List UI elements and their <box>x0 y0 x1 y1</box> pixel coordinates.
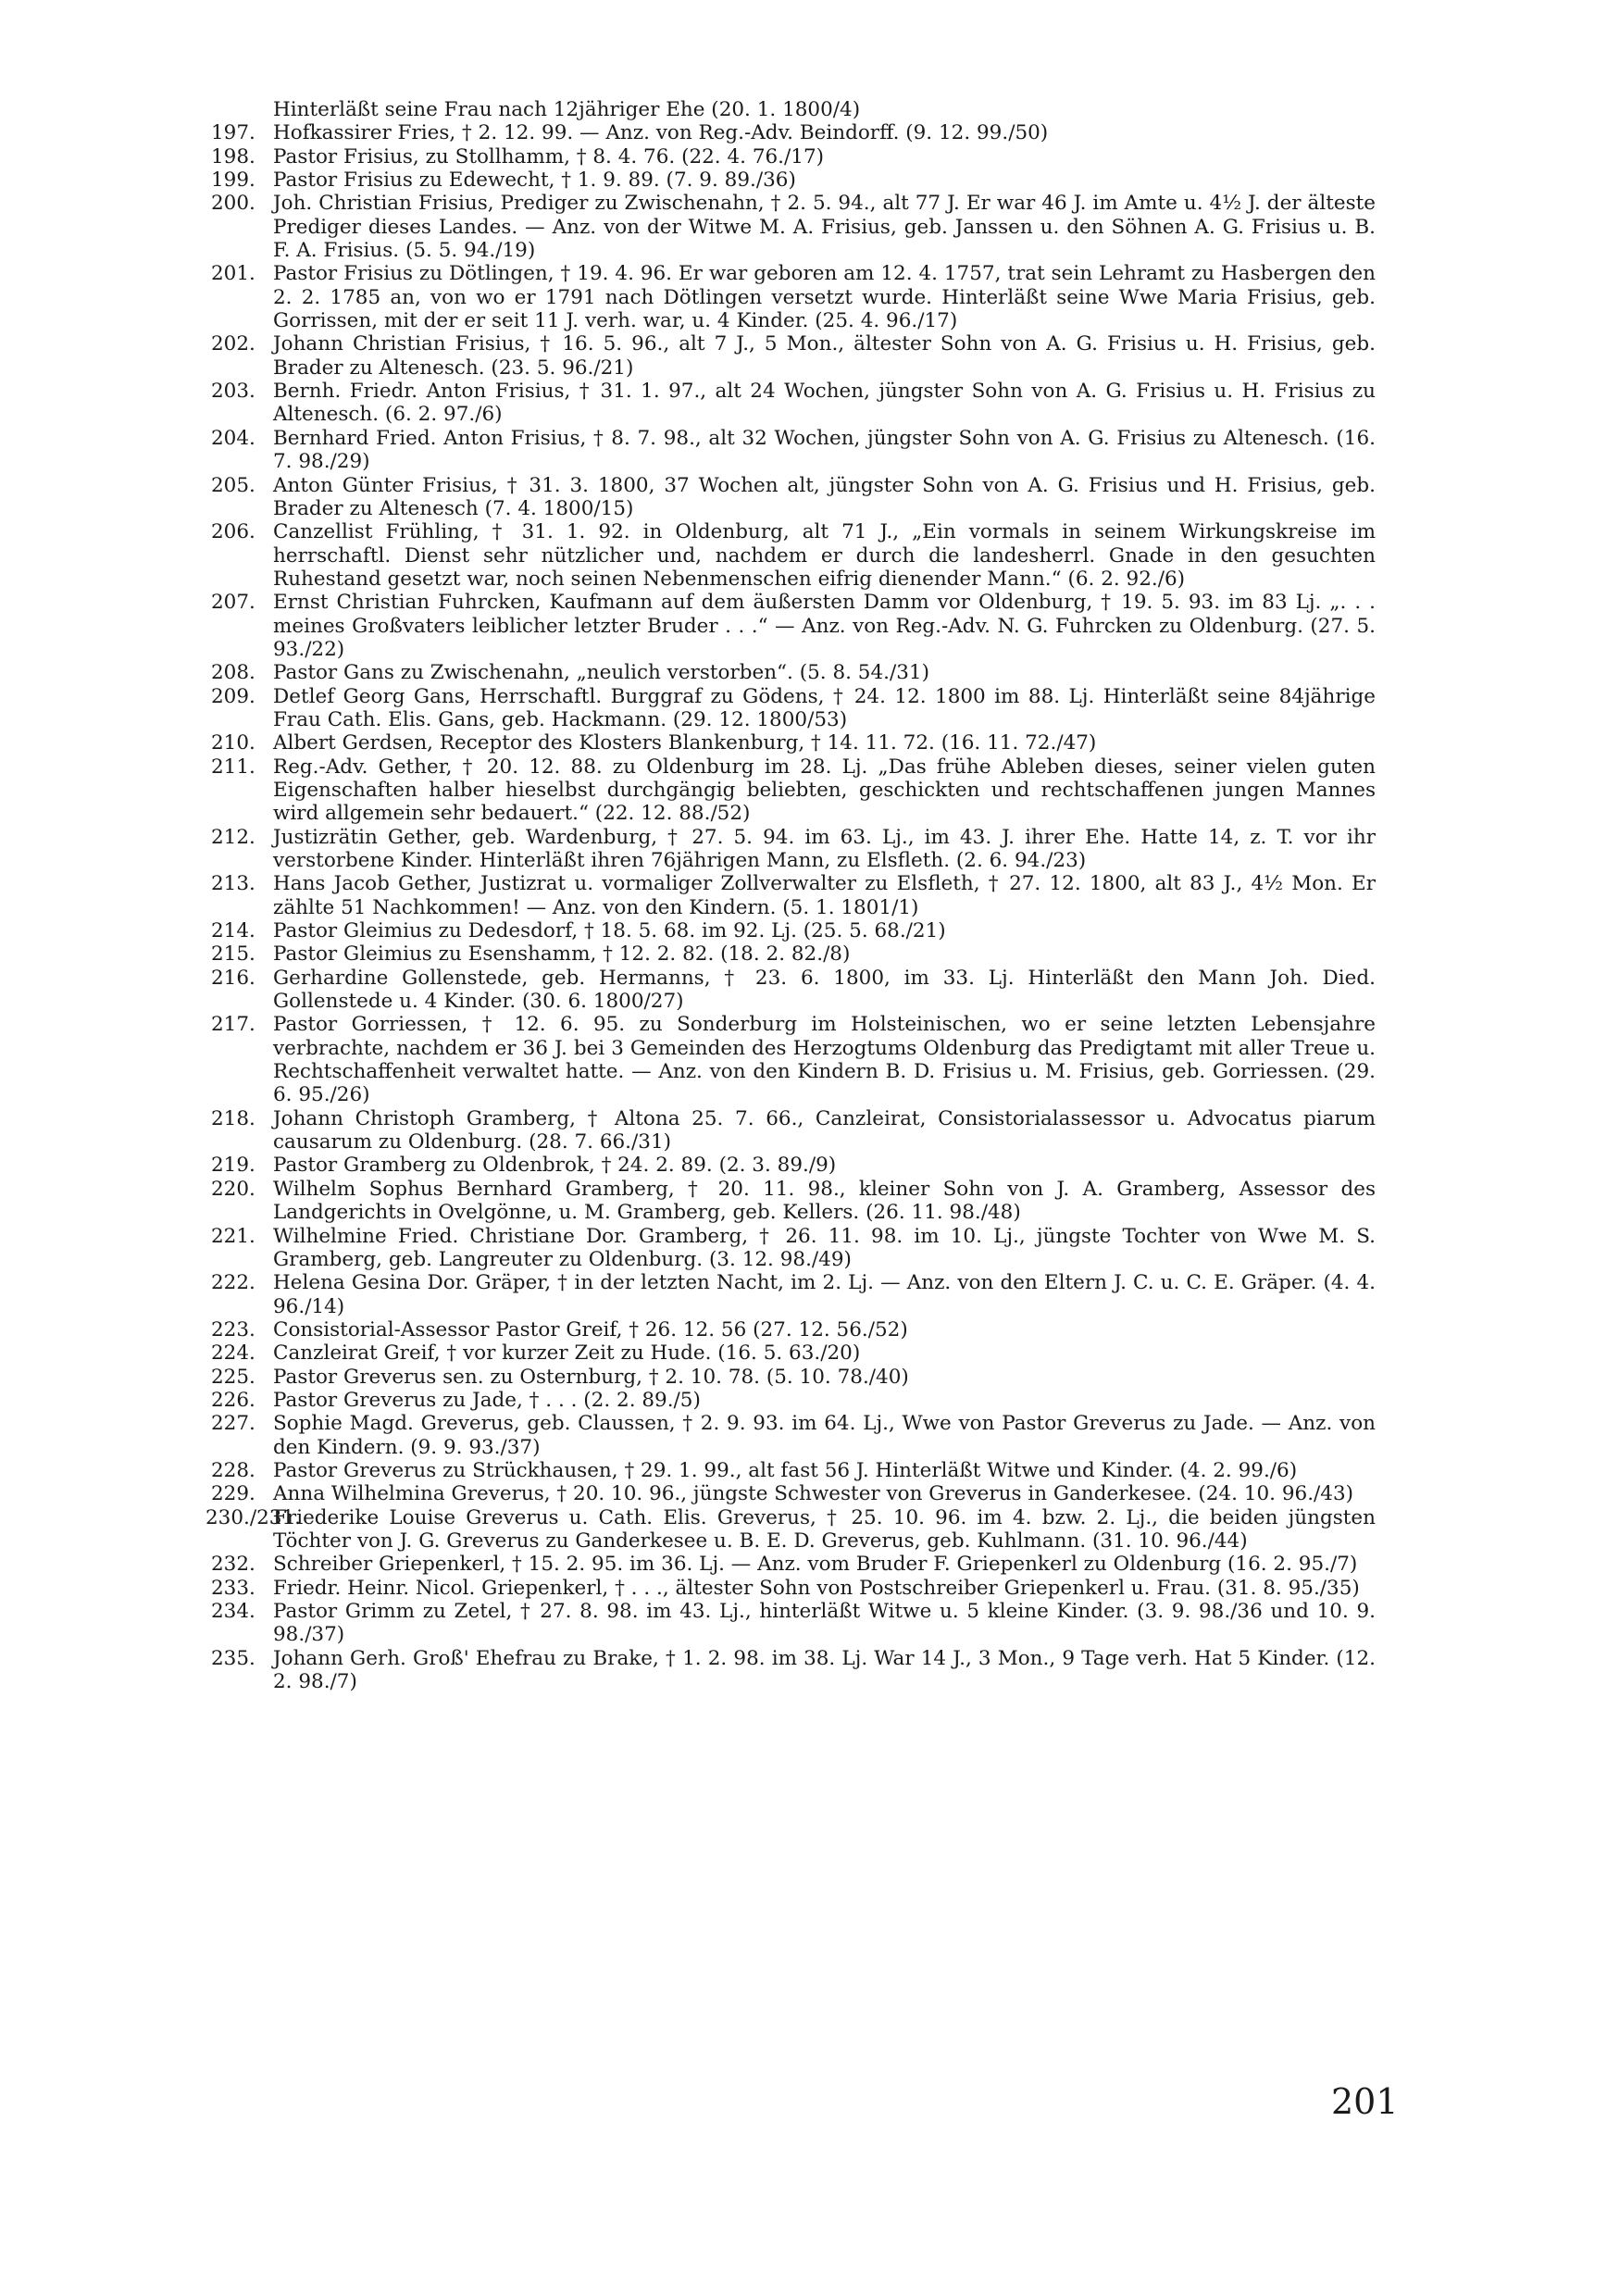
entry-text: Pastor Grimm zu Zetel, † 27. 8. 98. im 43. Lj., hinterläßt Witwe u. 5 kleine Kinder. (3. 9. 98./36 und 10. 9. 98./37) <box>273 1600 1376 1647</box>
entry-text: Hans Jacob Gether, Justizrat u. vormaliger Zollverwalter zu Elsfleth, † 27. 12. 1800, alt 83 J., 4½ Mon. Er zählte 51 Nachkommen! — Anz. von den Kindern. (5. 1. 1801/1) <box>273 872 1376 919</box>
entry-number: 216. <box>211 966 255 990</box>
entry-number: 227. <box>211 1412 255 1436</box>
entry-number: 202. <box>211 332 255 356</box>
obituary-entry <box>0 967 1376 1014</box>
entry-text: Pastor Frisius zu Edewecht, † 1. 9. 89. (7. 9. 89./36) <box>273 168 796 193</box>
entry-text: Pastor Gramberg zu Oldenbrok, † 24. 2. 89. (2. 3. 89./9) <box>273 1154 837 1178</box>
entry-text: Wilhelmine Fried. Christiane Dor. Gramberg, † 26. 11. 98. im 10. Lj., jüngste Tochter von Wwe M. S. Gramberg, geb. Langreuter zu Oldenburg. (3. 12. 98./49) <box>273 1224 1376 1271</box>
entry-text: Helena Gesina Dor. Gräper, † in der letzten Nacht, im 2. Lj. — Anz. von den Eltern J. C. u. C. E. Gräper. (4. 4. 96./14) <box>273 1271 1376 1318</box>
entry-number: 220. <box>211 1177 255 1201</box>
entry-text: Reg.-Adv. Gether, † 20. 12. 88. zu Oldenburg im 28. Lj. „Das frühe Ableben dieses, seiner vielen guten Eigenschaften halber hieselbst durchgängig beliebten, geschickten und rechtschaffenen jungen Mannes wird allgemein sehr bedauert.“ (22. 12. 88./52) <box>273 755 1376 826</box>
entry-number: 201. <box>211 262 255 286</box>
entry-text: Pastor Gorriessen, † 12. 6. 95. zu Sonderburg im Holsteinischen, wo er seine letzten Lebensjahre verbrachte, nachdem er 36 J. bei 3 Gemeinden des Herzogtums Oldenburg das Predigtamt mit aller Treue u. Rechtschaffenheit verwaltet hatte. — Anz. von den Kindern B. D. Frisius u. M. Frisius, geb. Gorriessen. (29. 6. 95./26) <box>273 1013 1376 1107</box>
entry-number: 208. <box>211 661 255 685</box>
entry-text: Pastor Greverus zu Jade, † . . . (2. 2. 89./5) <box>273 1388 701 1412</box>
obituary-entry <box>0 1271 1376 1318</box>
entry-number: 232. <box>211 1553 255 1577</box>
obituary-entry <box>0 1647 1376 1694</box>
obituary-entry <box>0 872 1376 919</box>
entry-text: Joh. Christian Frisius, Prediger zu Zwischenahn, † 2. 5. 94., alt 77 J. Er war 46 J. im Amte u. 4½ J. der älteste Prediger dieses Landes. — Anz. von der Witwe M. A. Frisius, geb. Janssen u. den Söhnen A. G. Frisius u. B. F. A. Frisius. (5. 5. 94./19) <box>273 192 1376 263</box>
entry-number: 207. <box>211 591 255 615</box>
entry-number: 234. <box>211 1600 255 1623</box>
entry-number: 212. <box>211 825 255 849</box>
entry-text: Anna Wilhelmina Greverus, † 20. 10. 96., jüngste Schwester von Greverus in Ganderkesee. (24. 10. 96./43) <box>273 1482 1354 1506</box>
entry-text: Detlef Georg Gans, Herrschaftl. Burggraf zu Gödens, † 24. 12. 1800 im 88. Lj. Hinterläßt seine 84jährige Frau Cath. Elis. Gans, geb. Hackmann. (29. 12. 1800/53) <box>273 684 1376 731</box>
entry-number: 204. <box>211 426 255 450</box>
entry-number: 224. <box>211 1341 255 1366</box>
entry-number: 199. <box>211 168 255 193</box>
entry-text: Justizrätin Gether, geb. Wardenburg, † 27. 5. 94. im 63. Lj., im 43. J. ihrer Ehe. Hatte 14, z. T. vor ihr verstorbene Kinder. Hinterläßt ihren 76jährigen Mann, zu Elsfleth. (2. 6. 94./23) <box>273 825 1376 872</box>
obituary-entry <box>0 1459 1376 1482</box>
obituary-entry <box>0 1318 1376 1341</box>
obituary-entry <box>0 919 1376 942</box>
entry-list <box>0 98 1607 1693</box>
obituary-entry <box>0 942 1376 966</box>
entry-text: Wilhelm Sophus Bernhard Gramberg, † 20. 11. 98., kleiner Sohn von J. A. Gramberg, Assessor des Landgerichts in Ovelgönne, u. M. Gramberg, geb. Kellers. (26. 11. 98./48) <box>273 1177 1376 1225</box>
entry-text: Schreiber Griepenkerl, † 15. 2. 95. im 36. Lj. — Anz. vom Bruder F. Griepenkerl zu Oldenburg (16. 2. 95./7) <box>273 1553 1358 1577</box>
entry-number: 203. <box>211 380 255 404</box>
entry-number: 200. <box>211 192 255 216</box>
entry-text: Gerhardine Gollenstede, geb. Hermanns, † 23. 6. 1800, im 33. Lj. Hinterläßt den Mann Joh. Died. Gollenstede u. 4 Kinder. (30. 6. 1800/27) <box>273 966 1376 1014</box>
entry-text: Pastor Frisius, zu Stollhamm, † 8. 4. 76. (22. 4. 76./17) <box>273 144 825 168</box>
entry-number: 219. <box>211 1154 255 1178</box>
obituary-entry <box>0 755 1376 826</box>
entry-number: 225. <box>211 1365 255 1389</box>
entry-number: 223. <box>211 1317 255 1341</box>
entry-text: Ernst Christian Fuhrcken, Kaufmann auf dem äußersten Damm vor Oldenburg, † 19. 5. 93. im 83 Lj. „. . . meines Großvaters leiblicher letzter Bruder . . .“ — Anz. von Reg.-Adv. N. G. Fuhrcken zu Oldenburg. (27. 5. 93./22) <box>273 591 1376 661</box>
entry-text: Johann Christian Frisius, † 16. 5. 96., alt 7 J., 5 Mon., ältester Sohn von A. G. Frisius u. H. Frisius, geb. Brader zu Altenesch. (23. 5. 96./21) <box>273 332 1376 380</box>
entry-text: Pastor Gleimius zu Esenshamm, † 12. 2. 82. (18. 2. 82./8) <box>273 942 851 967</box>
obituary-entry <box>0 192 1376 262</box>
entry-text: Sophie Magd. Greverus, geb. Claussen, † 2. 9. 93. im 64. Lj., Wwe von Pastor Greverus zu Jade. — Anz. von den Kindern. (9. 9. 93./37) <box>273 1412 1376 1459</box>
entry-number: 198. <box>211 144 255 168</box>
entry-text: Pastor Greverus sen. zu Osternburg, † 2. 10. 78. (5. 10. 78./40) <box>273 1365 909 1389</box>
intro-continuation: Hinterläßt seine Frau nach 12jähriger Ehe (20. 1. 1800/4) <box>273 98 861 121</box>
entry-number: 233. <box>211 1576 255 1600</box>
obituary-entry <box>0 1577 1376 1600</box>
entry-text: Friederike Louise Greverus u. Cath. Elis. Greverus, † 25. 10. 96. im 4. bzw. 2. Lj., die beiden jüngsten Töchter von J. G. Greverus zu Ganderkesee u. B. E. D. Greverus, geb. Kuhlmann. (31. 10. 96./44) <box>273 1505 1376 1553</box>
obituary-entry <box>0 1389 1376 1412</box>
obituary-entry <box>0 332 1376 380</box>
entry-text: Albert Gerdsen, Receptor des Klosters Blankenburg, † 14. 11. 72. (16. 11. 72./47) <box>273 731 1097 755</box>
entry-number: 211. <box>211 755 255 779</box>
obituary-entry <box>0 1553 1376 1576</box>
entry-text: Friedr. Heinr. Nicol. Griepenkerl, † . . ., ältester Sohn von Postschreiber Griepenkerl u. Frau. (31. 8. 95./35) <box>273 1576 1360 1600</box>
obituary-entry <box>0 1225 1376 1272</box>
obituary-entry <box>0 1154 1376 1177</box>
entry-number: 206. <box>211 520 255 544</box>
obituary-entry <box>0 1366 1376 1389</box>
entry-text: Consistorial-Assessor Pastor Greif, † 26. 12. 56 (27. 12. 56./52) <box>273 1317 908 1341</box>
entry-text: Canzleirat Greif, † vor kurzer Zeit zu Hude. (16. 5. 63./20) <box>273 1341 861 1366</box>
entry-number: 213. <box>211 872 255 896</box>
page-number: 201 <box>1331 2081 1399 2122</box>
entry-number: 217. <box>211 1013 255 1037</box>
obituary-entry <box>0 1178 1376 1225</box>
obituary-entry <box>0 145 1376 168</box>
entry-text: Pastor Gleimius zu Dedesdorf, † 18. 5. 68. im 92. Lj. (25. 5. 68./21) <box>273 919 946 943</box>
obituary-entry <box>0 121 1376 144</box>
obituary-entry <box>0 661 1376 684</box>
obituary-entry <box>0 826 1376 873</box>
entry-number: 197. <box>211 121 255 145</box>
obituary-entry <box>0 1506 1376 1554</box>
entry-text: Hofkassirer Fries, † 2. 12. 99. — Anz. von Reg.-Adv. Beindorff. (9. 12. 99./50) <box>273 121 1049 145</box>
obituary-entry <box>0 427 1376 474</box>
entry-number: 235. <box>211 1646 255 1670</box>
obituary-entry <box>0 380 1376 427</box>
obituary-entry <box>0 1013 1376 1106</box>
entry-number: 228. <box>211 1458 255 1482</box>
entry-number: 210. <box>211 731 255 755</box>
obituary-entry <box>0 1412 1376 1459</box>
entry-text: Johann Gerh. Groß' Ehefrau zu Brake, † 1. 2. 98. im 38. Lj. War 14 J., 3 Mon., 9 Tage verh. Hat 5 Kinder. (12. 2. 98./7) <box>273 1646 1376 1694</box>
obituary-entry <box>0 474 1376 521</box>
entry-number: 218. <box>211 1106 255 1130</box>
entry-text: Pastor Greverus zu Strückhausen, † 29. 1. 99., alt fast 56 J. Hinterläßt Witwe und Kinder. (4. 2. 99./6) <box>273 1458 1298 1482</box>
entry-text: Canzellist Frühling, † 31. 1. 92. in Oldenburg, alt 71 J., „Ein vormals in seinem Wirkungskreise im herrschaftl. Dienst sehr nützlicher und, nachdem er durch die landesherrl. Gnade in den gesuchten Ruhestand gesetzt war, noch seinen Nebenmenschen eifrig dienender Mann.“ (6. 2. 92./6) <box>273 520 1376 591</box>
entry-number: 230./231. <box>206 1505 301 1529</box>
entry-text: Bernhard Fried. Anton Frisius, † 8. 7. 98., alt 32 Wochen, jüngster Sohn von A. G. Frisius zu Altenesch. (16. 7. 98./29) <box>273 426 1376 474</box>
entry-number: 226. <box>211 1388 255 1412</box>
entry-number: 209. <box>211 684 255 708</box>
entry-text: Pastor Gans zu Zwischenahn, „neulich verstorben“. (5. 8. 54./31) <box>273 661 929 685</box>
entry-number: 215. <box>211 942 255 967</box>
entry-text: Anton Günter Frisius, † 31. 3. 1800, 37 Wochen alt, jüngster Sohn von A. G. Frisius und H. Frisius, geb. Brader zu Altenesch (7. 4. 1800/15) <box>273 473 1376 520</box>
obituary-entry <box>0 520 1376 591</box>
obituary-entry <box>0 1341 1376 1365</box>
entry-number: 221. <box>211 1224 255 1248</box>
entry-number: 229. <box>211 1482 255 1506</box>
obituary-entry <box>0 731 1376 755</box>
entry-number: 214. <box>211 919 255 943</box>
entry-number: 205. <box>211 473 255 497</box>
obituary-entry <box>0 1107 1376 1154</box>
entry-number: 222. <box>211 1271 255 1295</box>
entries-container <box>0 121 1607 1693</box>
entry-text: Johann Christoph Gramberg, † Altona 25. 7. 66., Canzleirat, Consistorialassessor u. Advocatus piarum causarum zu Oldenburg. (28. 7. 66./31) <box>273 1106 1376 1154</box>
obituary-entry <box>0 591 1376 661</box>
obituary-entry <box>0 1482 1376 1505</box>
entry-text: Pastor Frisius zu Dötlingen, † 19. 4. 96. Er war geboren am 12. 4. 1757, trat sein Lehramt zu Hasbergen den 2. 2. 1785 an, von wo er 1791 nach Dötlingen versetzt wurde. Hinterläßt seine Wwe Maria Frisius, geb. Gorrissen, mit der er seit 11 J. verh. war, u. 4 Kinder. (25. 4. 96./17) <box>273 262 1376 333</box>
obituary-entry <box>0 262 1376 332</box>
obituary-entry <box>0 685 1376 732</box>
obituary-entry <box>0 1600 1376 1647</box>
obituary-entry <box>0 168 1376 192</box>
entry-text: Bernh. Friedr. Anton Frisius, † 31. 1. 97., alt 24 Wochen, jüngster Sohn von A. G. Frisius u. H. Frisius zu Altenesch. (6. 2. 97./6) <box>273 380 1376 427</box>
